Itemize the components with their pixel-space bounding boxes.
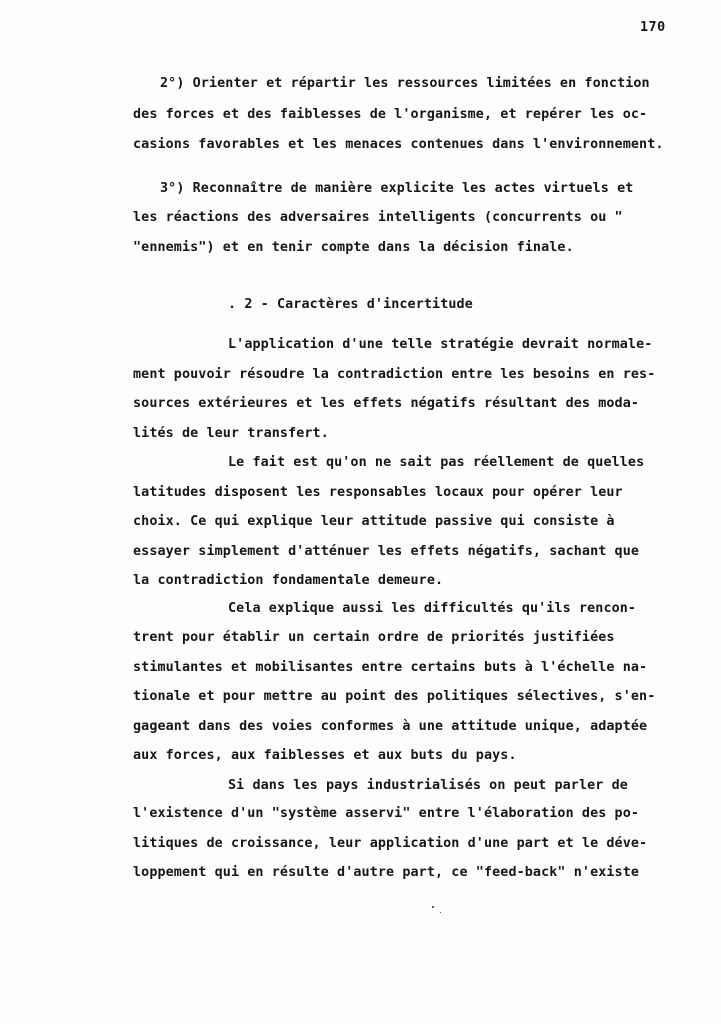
para6-line2: l'existence d'un "système asservi" entre l'élaboration des po-	[133, 806, 640, 821]
para6-line1: Si dans les pays industrialisés on peut parler de	[228, 778, 628, 793]
para4-line1: Le fait est qu'on ne sait pas réellement de quelles	[228, 455, 645, 470]
section-heading: . 2 - Caractères d'incertitude	[228, 297, 473, 312]
para4-line4: essayer simplement d'atténuer les effets négatifs, sachant que	[133, 544, 640, 559]
para2-line1: 3°) Reconnaître de manière explicite les actes virtuels et	[160, 181, 634, 196]
para5-line3: stimulantes et mobilisantes entre certains buts à l'échelle na-	[133, 660, 648, 675]
para5-line1: Cela explique aussi les difficultés qu'ils rencon-	[228, 601, 637, 616]
para3-line4: lités de leur transfert.	[133, 426, 329, 441]
para2-line3: "ennemis") et en tenir compte dans la décision finale.	[133, 240, 574, 255]
para4-line2: latitudes disposent les responsables locaux pour opérer leur	[133, 485, 623, 500]
para1-line1: 2°) Orienter et répartir les ressources limitées en fonction	[160, 76, 650, 91]
scan-speck	[432, 906, 434, 908]
para4-line5: la contradiction fondamentale demeure.	[133, 573, 444, 588]
para3-line1: L'application d'une telle stratégie devrait normale-	[228, 337, 653, 352]
para5-line2: trent pour établir un certain ordre de priorités justifiées	[133, 630, 615, 645]
para5-line6: aux forces, aux faiblesses et aux buts du pays.	[133, 748, 517, 763]
para6-line4: loppement qui en résulte d'autre part, ce "feed-back" n'existe	[133, 865, 640, 880]
page-number: 170	[640, 20, 666, 35]
para2-line2: les réactions des adversaires intelligents (concurrents ou "	[133, 210, 623, 225]
para1-line3: casions favorables et les menaces contenues dans l'environnement.	[133, 137, 664, 152]
para3-line2: ment pouvoir résoudre la contradiction entre les besoins en res-	[133, 367, 656, 382]
para5-line5: gageant dans des voies conformes à une attitude unique, adaptée	[133, 719, 648, 734]
para5-line4: tionale et pour mettre au point des politiques sélectives, s'en-	[133, 689, 656, 704]
para6-line3: litiques de croissance, leur application d'une part et le déve-	[133, 836, 648, 851]
para1-line2: des forces et des faiblesses de l'organisme, et repérer les oc-	[133, 107, 648, 122]
para3-line3: sources extérieures et les effets négatifs résultant des moda-	[133, 396, 640, 411]
scan-speck	[440, 912, 441, 913]
para4-line3: choix. Ce qui explique leur attitude passive qui consiste à	[133, 514, 615, 529]
